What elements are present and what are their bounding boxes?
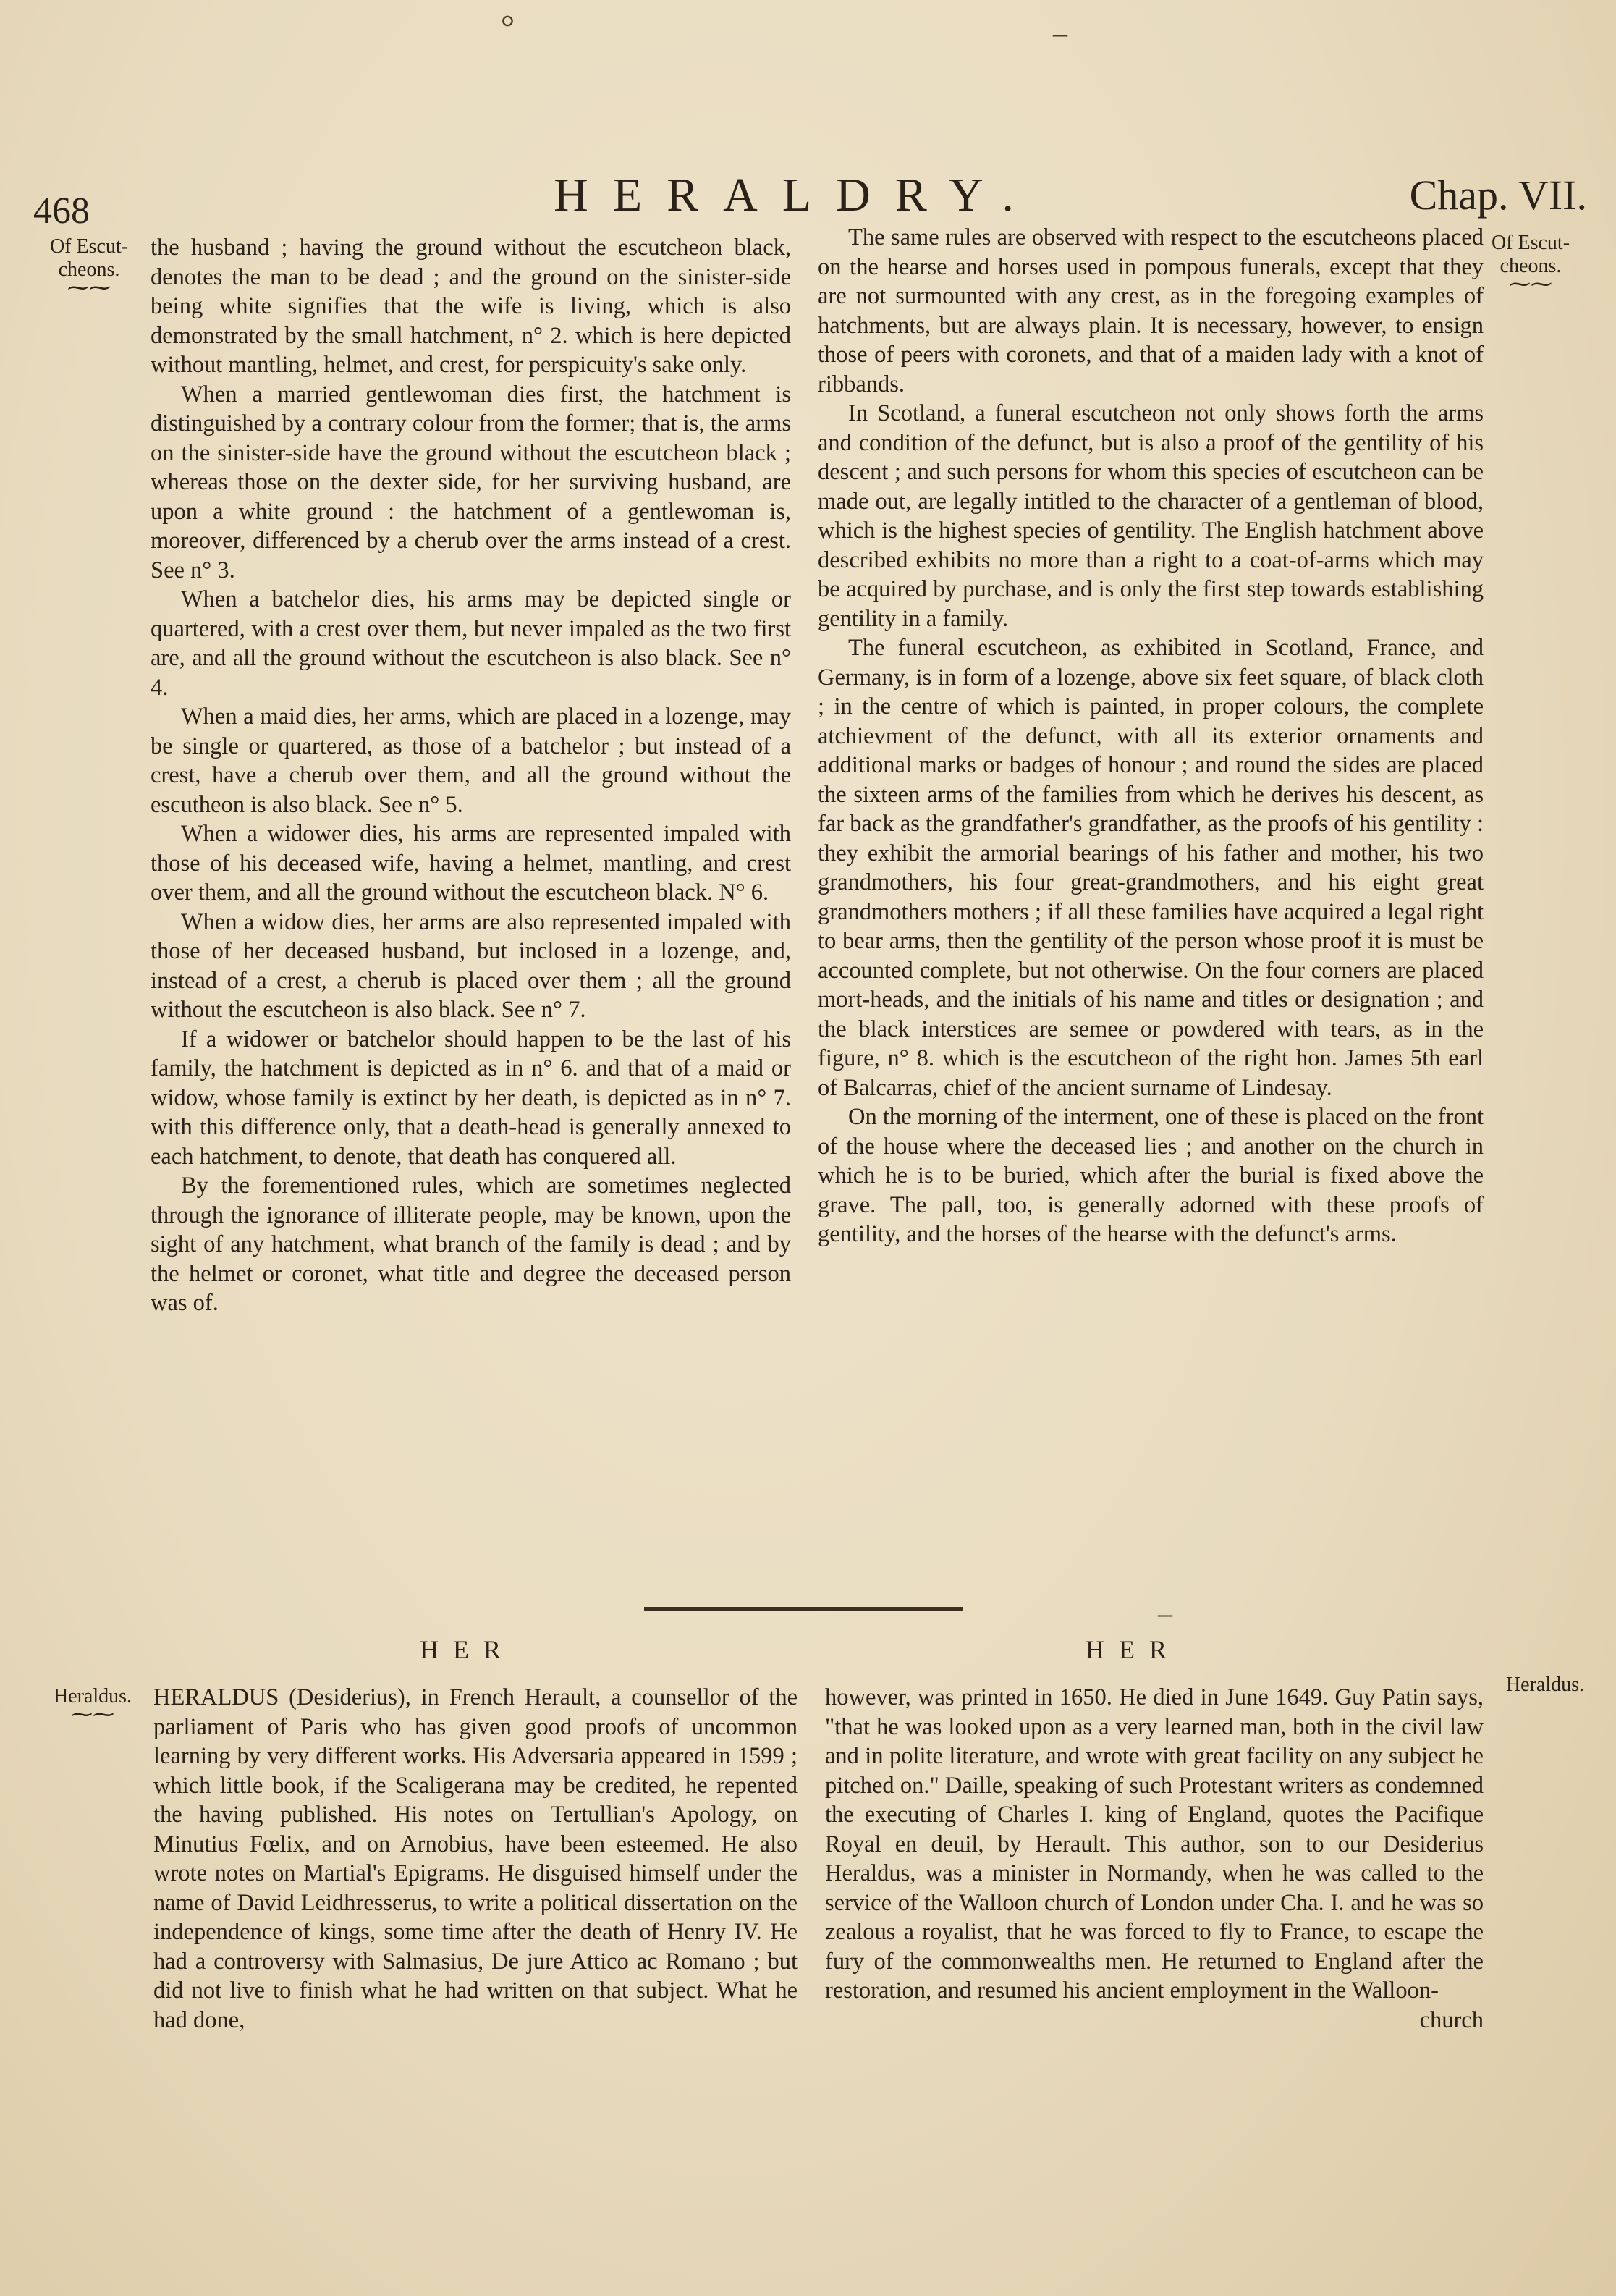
paragraph: The same rules are observed with respect to the escutcheons placed on the hearse and horses used in pompous funerals, except that they are not surmounted with any crest, as in the foregoing examples of hatchments, but are always plain. It is necessary, however, to ensign those of peers with coronets, and that of a maiden lady with a knot of ribbands. [818, 224, 1484, 397]
top-ornament-right: ‒ [1053, 17, 1067, 49]
margin-note-line: cheons. [1499, 255, 1562, 277]
section-divider [644, 1607, 963, 1611]
margin-note-escutcheons-right [1476, 232, 1585, 296]
flourish-icon: ⁓⁓ [67, 276, 111, 300]
paragraph: When a married gentlewoman dies first, the hatchment is distinguished by a contrary colour from the former; that is, the arms on the sinister-side have the ground without the escutcheon black ; whereas those on the dexter side, for her surviving husband, are upon a white ground : the hatchment of a gentlewoman is, moreover, differenced by a cherub over the arms instead of a crest. See n° 3. [151, 381, 791, 583]
lower-right-header: HER [1086, 1635, 1181, 1664]
paragraph: If a widower or batchelor should happen to be the last of his family, the hatchment is depicted as in n° 6. and that of a maid or widow, whose family is extinct by her death, is depicted as in n° 7. with this difference only, that a death-head is generally annexed to each hatchment, to denote, that death has conquered all. [151, 1026, 791, 1170]
flourish-icon: ⁓⁓ [71, 1702, 114, 1726]
lower-right-column [825, 1683, 1484, 2035]
paragraph: HERALDUS (Desiderius), in French Herault, a counsellor of the parliament of Paris who has given good proofs of uncommon learning by very different works. His Adversaria appeared in 1599 ; which little book, if the Scaligerana may be credited, he repented the having published. His notes on Tertullian's Apology, on Minutius Fœlix, and on Arnobius, have been esteemed. He also wrote notes on Martial's Epigrams. He disguised himself under the name of David Leidhresserus, to write a political dissertation on the independence of kings, some time after the death of Henry IV. He had a controversy with Salmasius, De jure Attico ac Romano ; but did not live to finish what he had written on that subject. What he had done, [153, 1684, 798, 2033]
lower-left-column [153, 1683, 798, 2035]
margin-note-heraldus-right [1494, 1674, 1596, 1697]
chapter-heading: Chap. VII. [1409, 172, 1587, 219]
paragraph: When a widow dies, her arms are also represented impaled with those of her deceased husband, but inclosed in a lozenge, and, instead of a crest, a cherub is placed over them ; all the ground without the escutcheon is also black. See n° 7. [151, 908, 791, 1023]
flourish-icon: ⁓⁓ [1509, 272, 1552, 296]
paragraph: When a batchelor dies, his arms may be depicted single or quartered, with a crest over them, but never impaled as the two first are, and all the ground without the escutcheon is also black. See n° 4. [151, 586, 791, 701]
paragraph: When a maid dies, her arms, which are placed in a lozenge, may be single or quartered, as those of a batchelor ; but instead of a crest, have a cherub over them, and all the ground without the escutheon is also black. See n° 5. [151, 704, 791, 818]
upper-right-column [818, 223, 1484, 1249]
divider-ornament: ‒ [1158, 1597, 1172, 1629]
margin-note-line: Heraldus. [1505, 1674, 1585, 1696]
paragraph: By the forementioned rules, which are sometimes neglected through the ignorance of illiterate people, may be known, upon the sight of any hatchment, what branch of the family is dead ; and by the helmet or coronet, what title and degree the deceased person was of. [151, 1173, 791, 1316]
margin-note-line: cheons. [58, 258, 120, 281]
margin-note-heraldus-left [42, 1685, 143, 1726]
catchword: church [1419, 2006, 1484, 2033]
paragraph: In Scotland, a funeral escutcheon not only shows forth the arms and condition of the defunct, but is also a proof of the gentility of his descent ; and such persons for whom this species of escutcheon can be made out, are legally intitled to the character of a gentleman of blood, which is the highest species of gentility. The English hatchment above described exhibits no more than a right to a coat-of-arms which may be acquired by purchase, and is only the first step towards establishing gentility in a family. [818, 400, 1484, 632]
page-number: 468 [33, 190, 90, 232]
paragraph: The funeral escutcheon, as exhibited in Scotland, France, and Germany, is in form of a lozenge, above six feet square, of black cloth ; in the centre of which is painted, in proper colours, the complete atchievment of the defunct, with all its exterior ornaments and additional marks or badges of honour ; and round the sides are placed the sixteen arms of the families from which he derives his descent, as far back as the grandfather's grandfather, as the proofs of his gentility : they exhibit the armorial bearings of his father and mother, his two grandmothers, his four great-grandmothers, and his eight great grandmothers mothers ; if all these families have acquired a legal right to bear arms, then the gentility of the person whose proof it is must be accounted complete, but not otherwise. On the four corners are placed mort-heads, and the initials of his name and titles or designation ; and the black interstices are semee or powdered with tears, as in the figure, n° 8. which is the escutcheon of the right hon. James 5th earl of Balcarras, chief of the ancient surname of Lindesay. [818, 635, 1484, 1101]
upper-left-column [151, 233, 791, 1318]
lower-left-header: HER [420, 1635, 515, 1664]
paragraph: the husband ; having the ground without the escutcheon black, denotes the man to be dead ; and the ground on the sinister-side being white signifies that the wife is living, which is also demonstrated by the small hatchment, n° 2. which is here depicted without mantling, helmet, and crest, for perspicuity's sake only. [151, 235, 791, 378]
margin-note-line: Of Escut- [1491, 232, 1570, 254]
paragraph: When a widower dies, his arms are represented impaled with those of his deceased wife, having a helmet, mantling, and crest over them, and all the ground without the escutcheon black. N° 6. [151, 821, 791, 906]
paragraph: however, was printed in 1650. He died in June 1649. Guy Patin says, "that he was looked upon as a very learned man, both in the civil law and in polite literature, and wrote with great facility on any subject he pitched on." Daille, speaking of such Protestant writers as condemned the executing of Charles I. king of England, quotes the Pacifique Royal en deuil, by Herault. This author, son to our Desiderius Heraldus, was a minister in Normandy, when he was called to the service of the Walloon church of London under Cha. I. and he was so zealous a royalist, that he was forced to fly to France, to escape the fury of the commonwealths men. He returned to England after the restoration, and resumed his ancient employment in the Walloon- [825, 1684, 1484, 2004]
running-title: HERALDRY. [554, 169, 1038, 221]
margin-note-line: Heraldus. [53, 1685, 132, 1708]
margin-note-escutcheons-left [42, 235, 136, 300]
margin-note-line: Of Escut- [49, 235, 129, 258]
top-ornament: ⸰ [499, 5, 516, 38]
paragraph: On the morning of the interment, one of these is placed on the front of the house where the deceased lies ; and another on the church in which he is to be buried, which after the burial is fixed above the grave. The pall, too, is generally adorned with these proofs of gentility, and the horses of the hearse with the defunct's arms. [818, 1104, 1484, 1247]
